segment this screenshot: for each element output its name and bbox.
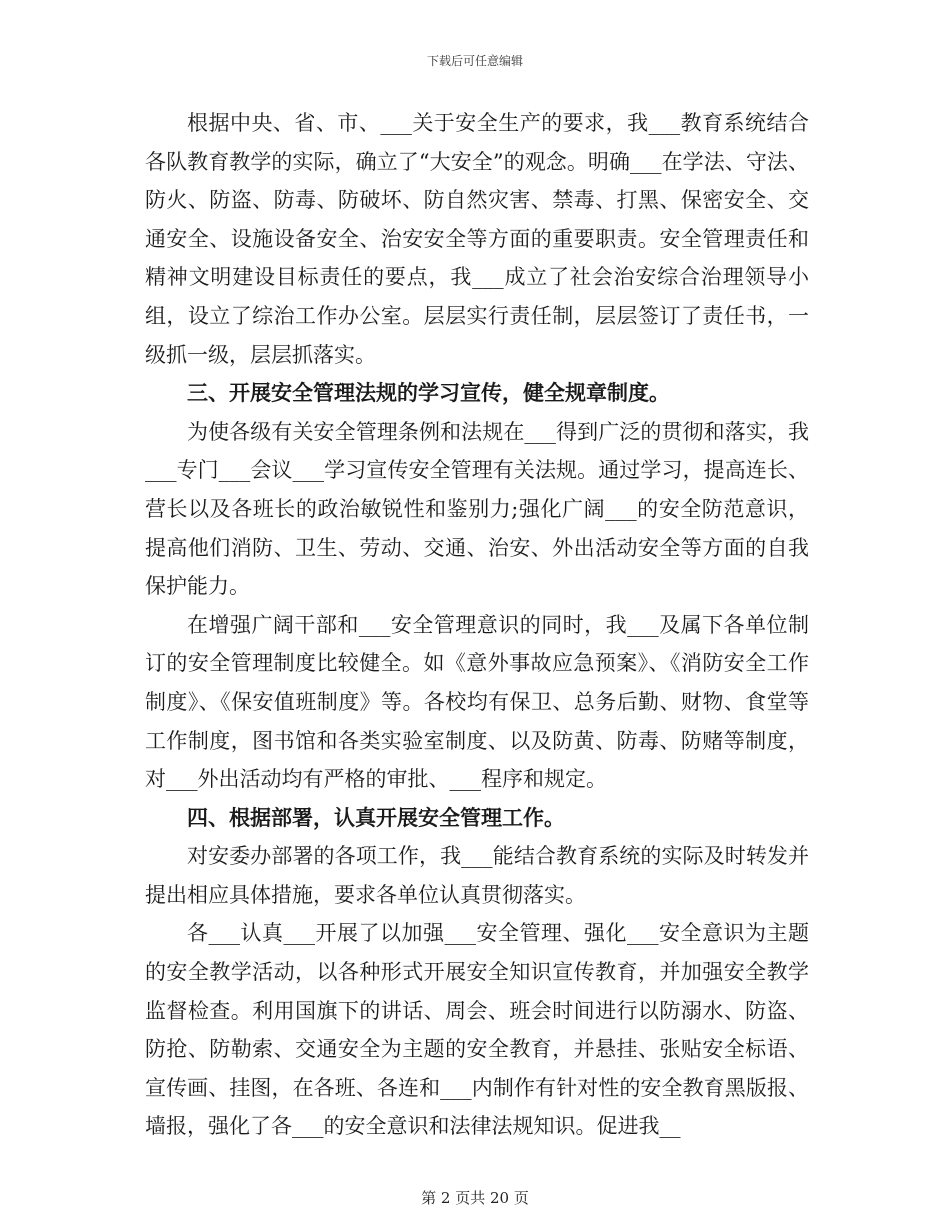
paragraph-task-deployment: 对安委办部署的各项工作，我___能结合教育系统的实际及时转发并提出相应具体措施，要求各单位认真贯彻落实。 (145, 844, 809, 907)
document-body (145, 104, 809, 1146)
page-number: 第 2 页共 20 页 (421, 1189, 529, 1207)
page-header: 下载后可任意编辑 (426, 54, 523, 68)
paragraph-safety-responsibility: 根据中央、省、市、___关于安全生产的要求，我___教育系统结合各队教育教学的实际，确立了“大安全”的观念。明确___在学法、守法、防火、防盗、防毒、防破坏、防自然灾害、禁毒、打黑、保密安全、交通安全、设施设备安全、治安安全等方面的重要职责。安全管理责任和精神文明建设目标责任的要点，我___成立了社会治安综合治理领导小组，设立了综治工作办公室。层层实行责任制，层层签订了责任书，一级抓一级，层层抓落实。 (145, 111, 809, 367)
paragraph-safety-education: 各___认真___开展了以加强___安全管理、强化___安全意识为主题的安全教学活动，以各种形式开展安全知识宣传教育，并加强安全教学监督检查。利用国旗下的讲话、周会、班会时间进行以防溺水、防盗、防抢、防勒索、交通安全为主题的安全教育，并悬挂、张贴安全标语、宣传画、挂图，在各班、各连和___内制作有针对性的安全教育黑版报、墙报，强化了各___的安全意识和法律法规知识。促进我__ (145, 921, 809, 1139)
section-heading-4: 四、根据部署，认真开展安全管理工作。 (187, 804, 565, 830)
paragraph-management-systems: 在增强广阔干部和___安全管理意识的同时，我___及属下各单位制订的安全管理制度比较健全。如《意外事故应急预案》、《消防安全工作制度》、《保安值班制度》等。各校均有保卫、总务后勤、财物、食堂等工作制度，图书馆和各类实验室制度、以及防黄、防毒、防赌等制度，对___外出活动均有严格的审批、___程序和规定。 (145, 612, 809, 792)
paragraph-regulation-study: 为使各级有关安全管理条例和法规在___得到广泛的贯彻和落实，我___专门___会议___学习宣传安全管理有关法规。通过学习，提高连长、营长以及各班长的政治敏锐性和鉴别力;强化广阔___的安全防范意识，提高他们消防、卫生、劳动、交通、治安、外出活动安全等方面的自我保护能力。 (145, 419, 809, 599)
section-heading-3: 三、开展安全管理法规的学习宣传，健全规章制度。 (187, 380, 670, 406)
